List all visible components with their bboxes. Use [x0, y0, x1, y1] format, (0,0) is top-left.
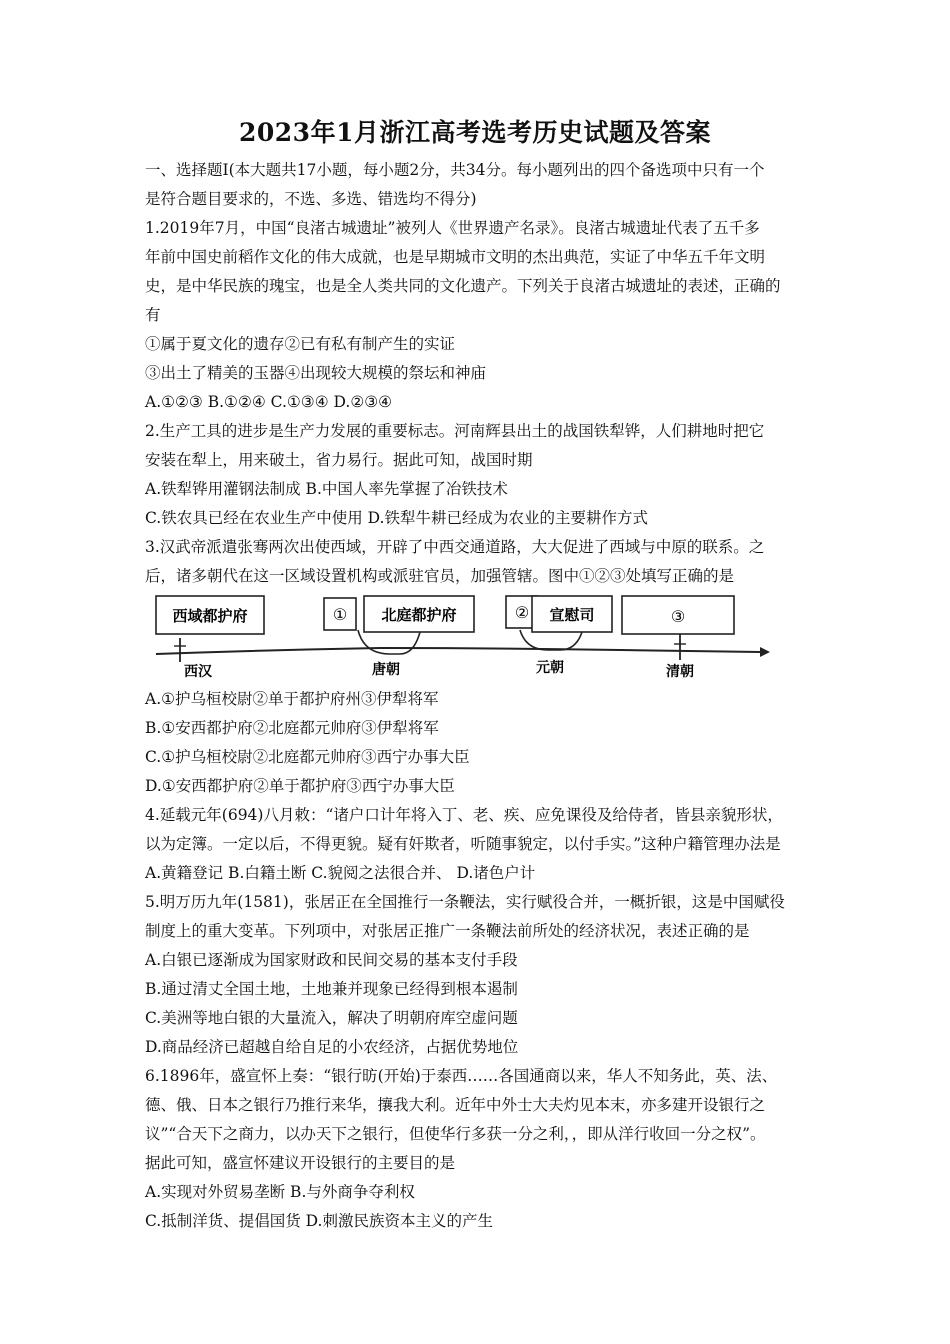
text-line: 6.1896年，盛宣怀上奏：“银行昉(开始)于泰西……各国通商以来，华人不知务此，英、法、	[145, 1067, 778, 1085]
box-xuanwei-label: 宣慰司	[549, 606, 595, 624]
text-line: ①属于夏文化的遗存②已有私有制产生的实证	[145, 335, 456, 353]
era-xihan: 西汉	[184, 664, 212, 680]
era-tang: 唐朝	[372, 662, 400, 678]
text-line: A.实现对外贸易垄断 B.与外商争夺利权	[145, 1183, 415, 1201]
text-line: C.①护乌桓校尉②北庭都元帅府③西宁办事大臣	[145, 748, 470, 766]
text-line: 议”“合天下之商力，以办天下之银行，但使华行多获一分之利，，即从洋行收回一分之权”。	[145, 1125, 766, 1143]
bracket-tang	[358, 630, 420, 654]
text-line: 3.汉武帝派遣张骞两次出使西域，开辟了中西交通道路，大大促进了西域与中原的联系。之	[145, 538, 765, 556]
document-title: 2023年1月浙江高考选考历史试题及答案	[239, 118, 711, 147]
blank-3-marker: ③	[670, 607, 686, 626]
blank-1-marker: ①	[332, 605, 348, 624]
text-line: 以为定簿。一定以后，不得更貌。疑有奸欺者，听随事貌定，以付手实。”这种户籍管理办法是	[145, 835, 781, 853]
blank-2-marker: ②	[514, 603, 530, 622]
era-qing: 清朝	[666, 664, 694, 680]
text-line: D.商品经济已超越自给自足的小农经济，占据优势地位	[145, 1038, 519, 1056]
text-line: ③出土了精美的玉器④出现较大规模的祭坛和神庙	[145, 364, 487, 382]
text-line: 德、俄、日本之银行乃推行来华，攘我大利。近年中外士大夫灼见本末，亦多建开设银行之	[145, 1096, 766, 1114]
text-line: 是符合题目要求的，不选、多选、错选均不得分)	[145, 190, 477, 208]
text-line: B.通过清丈全国土地，土地兼并现象已经得到根本遏制	[145, 980, 518, 998]
text-line: C.美洲等地白银的大量流入，解决了明朝府库空虚问题	[145, 1009, 518, 1027]
text-line: 4.延载元年(694)八月敕：“诸户口计年将入丁、老、疾、应免课役及给侍者，皆县亲貌形状，	[145, 806, 783, 824]
text-line: 有	[145, 306, 161, 324]
timeline-figure	[150, 592, 770, 684]
text-line: 一、选择题Ⅰ(本大题共17小题，每小题2分，共34分。每小题列出的四个备选项中只有一个	[145, 161, 765, 179]
text-line: 制度上的重大变革。下列项中，对张居正推广一条鞭法前所处的经济状况，表述正确的是	[145, 922, 750, 940]
text-line: A.铁犁铧用灌钢法制成 B.中国人率先掌握了冶铁技术	[145, 480, 508, 498]
text-line: C.铁农具已经在农业生产中使用 D.铁犁牛耕已经成为农业的主要耕作方式	[145, 509, 648, 527]
text-line: A.①②③ B.①②④ C.①③④ D.②③④	[145, 393, 393, 411]
timeline-axis	[156, 648, 760, 654]
text-line: A.白银已逐渐成为国家财政和民间交易的基本支付手段	[145, 951, 518, 969]
bracket-yuan	[520, 630, 582, 650]
timeline-arrowhead	[760, 647, 770, 657]
box-beiting-label: 北庭都护府	[381, 606, 457, 624]
text-line: A.黄籍登记 B.白籍土断 C.貌阅之法很合并、 D.诸色户计	[145, 864, 536, 882]
text-line: A.①护乌桓校尉②单于都护府州③伊犁将军	[145, 690, 439, 708]
text-line: 后，诸多朝代在这一区域设置机构或派驻官员，加强管辖。图中①②③处填写正确的是	[145, 567, 735, 585]
text-line: C.抵制洋货、提倡国货 D.刺激民族资本主义的产生	[145, 1212, 493, 1230]
text-line: 据此可知，盛宣怀建议开设银行的主要目的是	[145, 1154, 456, 1172]
text-line: B.①安西都护府②北庭都元帅府③伊犁将军	[145, 719, 439, 737]
text-line: 1.2019年7月，中国“良渚古城遗址”被列人《世界遗产名录》。良渚古城遗址代表了五千多	[145, 219, 760, 237]
text-line: D.①安西都护府②单于都护府③西宁办事大臣	[145, 777, 455, 795]
text-line: 安装在犁上，用来破土，省力易行。据此可知，战国时期	[145, 451, 533, 469]
era-yuan: 元朝	[536, 660, 564, 676]
box-xiyu-label: 西域都护府	[172, 607, 248, 625]
text-line: 5.明万历九年(1581)，张居正在全国推行一条鞭法，实行赋役合并，一概折银，这是中国赋役	[145, 893, 785, 911]
text-line: 史，是中华民族的瑰宝，也是全人类共同的文化遗产。下列关于良渚古城遗址的表述，正确的	[145, 277, 781, 295]
text-line: 年前中国史前稻作文化的伟大成就，也是早期城市文明的杰出典范，实证了中华五千年文明	[145, 248, 766, 266]
text-line: 2.生产工具的进步是生产力发展的重要标志。河南辉县出土的战国铁犁铧，人们耕地时把它	[145, 422, 765, 440]
